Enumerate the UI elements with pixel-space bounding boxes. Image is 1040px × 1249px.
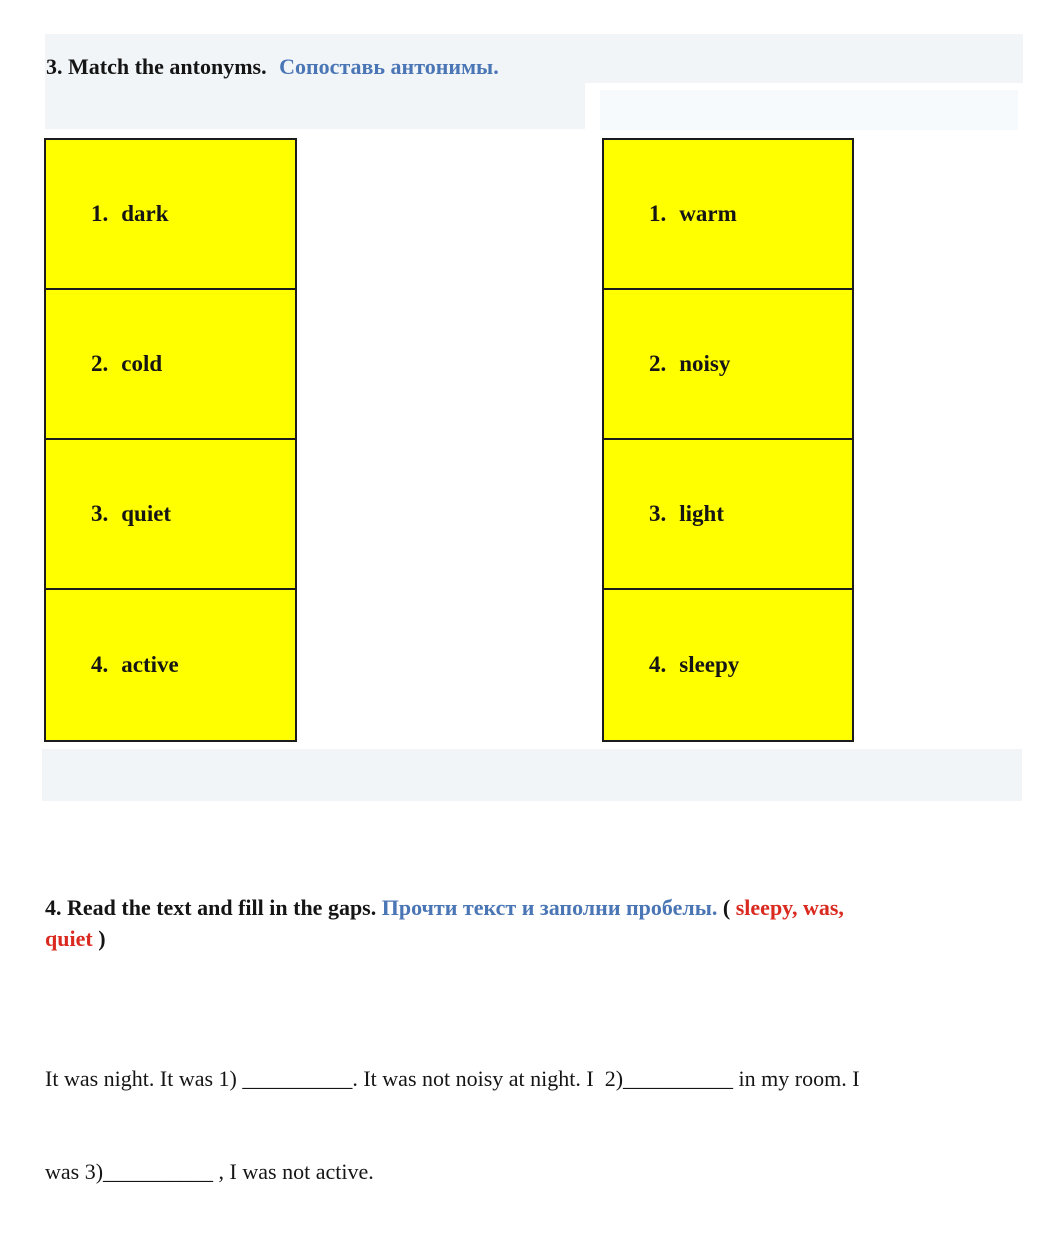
word-bank-paren-close: ) <box>98 926 106 951</box>
exercise3-heading-russian: Сопоставь антонимы. <box>279 54 499 79</box>
exercise4-heading <box>45 892 1025 954</box>
exercise4-heading-line1 <box>45 892 1025 923</box>
cell-word: cold <box>121 351 163 376</box>
gap-fill-text-line1: It was night. It was 1) __________. It was not noisy at night. I 2)__________ in my room. I <box>45 1066 860 1091</box>
antonym-column-left <box>44 138 297 742</box>
cell-number: 4. <box>91 652 109 677</box>
exercise3-heading <box>46 54 499 80</box>
cell-number: 1. <box>649 201 667 226</box>
exercise4-heading-line2 <box>45 923 1025 954</box>
word-bank-words-line2: quiet <box>45 926 93 951</box>
match-cell-right-3[interactable] <box>604 440 852 590</box>
match-cell-right-2[interactable] <box>604 290 852 440</box>
cell-word: warm <box>679 201 737 226</box>
highlight-band-bottom <box>42 749 1022 801</box>
antonym-column-right <box>602 138 854 742</box>
match-cell-right-1[interactable] <box>604 140 852 290</box>
match-cell-left-3[interactable] <box>46 440 295 590</box>
match-cell-left-2[interactable] <box>46 290 295 440</box>
gap-fill-text <box>45 1001 1030 1249</box>
word-bank-words-line1: sleepy, was, <box>735 895 844 920</box>
gap-fill-text-line2: was 3)__________ , I was not active. <box>45 1159 374 1184</box>
cell-word: noisy <box>679 351 731 376</box>
cell-word: light <box>679 501 724 526</box>
match-cell-left-4[interactable] <box>46 590 295 740</box>
cell-number: 2. <box>91 351 109 376</box>
match-cell-left-1[interactable] <box>46 140 295 290</box>
cell-word: sleepy <box>679 652 740 677</box>
exercise4-heading-english: 4. Read the text and fill in the gaps. <box>45 895 377 920</box>
cell-number: 1. <box>91 201 109 226</box>
word-bank-paren-open: ( <box>722 895 731 920</box>
cell-number: 4. <box>649 652 667 677</box>
cell-word: quiet <box>121 501 172 526</box>
cell-word: dark <box>121 201 169 226</box>
match-cell-right-4[interactable] <box>604 590 852 740</box>
exercise4-heading-russian: Прочти текст и заполни пробелы. <box>381 895 718 920</box>
exercise3-heading-english: 3. Match the antonyms. <box>46 54 267 79</box>
cell-word: active <box>121 652 179 677</box>
highlight-band-title-right <box>600 90 1018 130</box>
cell-number: 3. <box>649 501 667 526</box>
cell-number: 3. <box>91 501 109 526</box>
cell-number: 2. <box>649 351 667 376</box>
highlight-band-title-left <box>45 83 585 129</box>
